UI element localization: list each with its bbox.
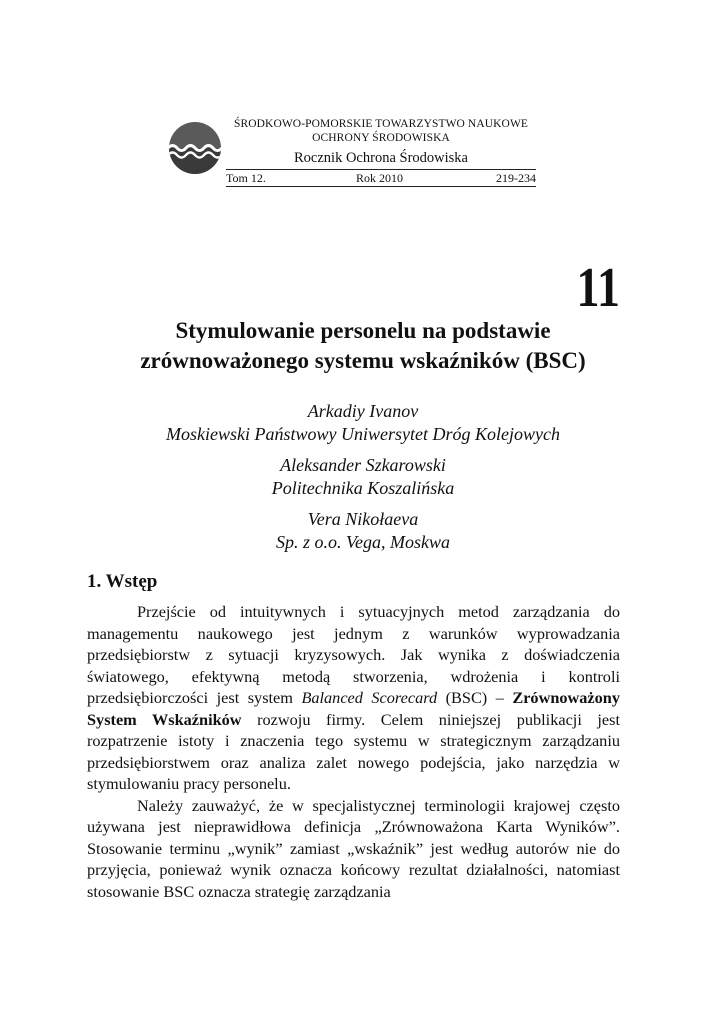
paragraph-1-part3: rozwoju firmy. Celem niniejszej publikacji jest rozpatrzenie istoty i znaczenia tego systemu w strategicznym zarządzaniu przedsiębiorstwem oraz analiza zalet nowego podejścia, jako narzędzia w stymulowaniu pracy personelu. (87, 709, 620, 793)
author-name: Arkadiy Ivanov (307, 401, 419, 421)
author-list (60, 400, 666, 562)
header-text (226, 117, 536, 167)
year: Rok 2010 (356, 171, 404, 185)
author-block (60, 400, 666, 446)
paragraph-2: Należy zauważyć, że w specjalistycznej terminologii krajowej często używana jest nieprawidłowa definicja „Zrównoważona Karta Wyników”. Stosowanie terminu „wynik” zamiast „wskaźnik” jest według autorów nie do przyjęcia, ponieważ wynik oznacza końcowy rezultat działalności, natomiast stosowanie BSC oznacza strategię zarządzania (87, 795, 620, 901)
section-heading: 1. Wstęp (87, 571, 158, 592)
paragraph-1-part2: (BSC) – (437, 688, 513, 707)
issue-meta (226, 169, 536, 187)
author-name: Vera Nikołaeva (307, 509, 419, 529)
journal-header (168, 117, 538, 193)
society-logo-icon (168, 121, 222, 175)
society-name-line1: ŚRODKOWO-POMORSKIE TOWARZYSTWO NAUKOWE (233, 118, 529, 130)
article-title (60, 316, 666, 376)
pages: 219-234 (496, 171, 536, 185)
paragraph-1-italic: Balanced Scorecard (301, 688, 438, 707)
author-affiliation: Moskiewski Państwowy Uniwersytet Dróg Kolejowych (166, 424, 560, 444)
paragraph-1 (87, 601, 620, 795)
society-name-line2: OCHRONY ŚRODOWISKA (312, 132, 450, 144)
paragraph-1-bold: Zrównoważony System Wskaźników (87, 688, 620, 729)
author-affiliation: Politechnika Koszalińska (271, 478, 455, 498)
volume: Tom 12. (226, 171, 266, 185)
chapter-number: 11 (576, 257, 620, 319)
author-name: Aleksander Szkarowski (280, 455, 446, 475)
author-block (60, 508, 666, 554)
title-line1: Stymulowanie personelu na podstawie (175, 318, 551, 343)
author-affiliation: Sp. z o.o. Vega, Moskwa (276, 532, 450, 552)
title-line2: zrównoważonego systemu wskaźników (BSC) (140, 348, 586, 373)
body-text (87, 601, 620, 902)
paragraph-1-part1: Przejście od intuitywnych i sytuacyjnych metod zarządzania do managementu naukowego jest jednym z warunków wyprowadzania przedsiębiorstw z sytuacji kryzysowych. Jak wynika z doświadczenia światowego, efektywną metodą stworzenia, wdrożenia i kontroli przedsiębiorczości jest system (87, 602, 620, 707)
journal-name: Rocznik Ochrona Środowiska (294, 150, 468, 166)
author-block (60, 454, 666, 500)
